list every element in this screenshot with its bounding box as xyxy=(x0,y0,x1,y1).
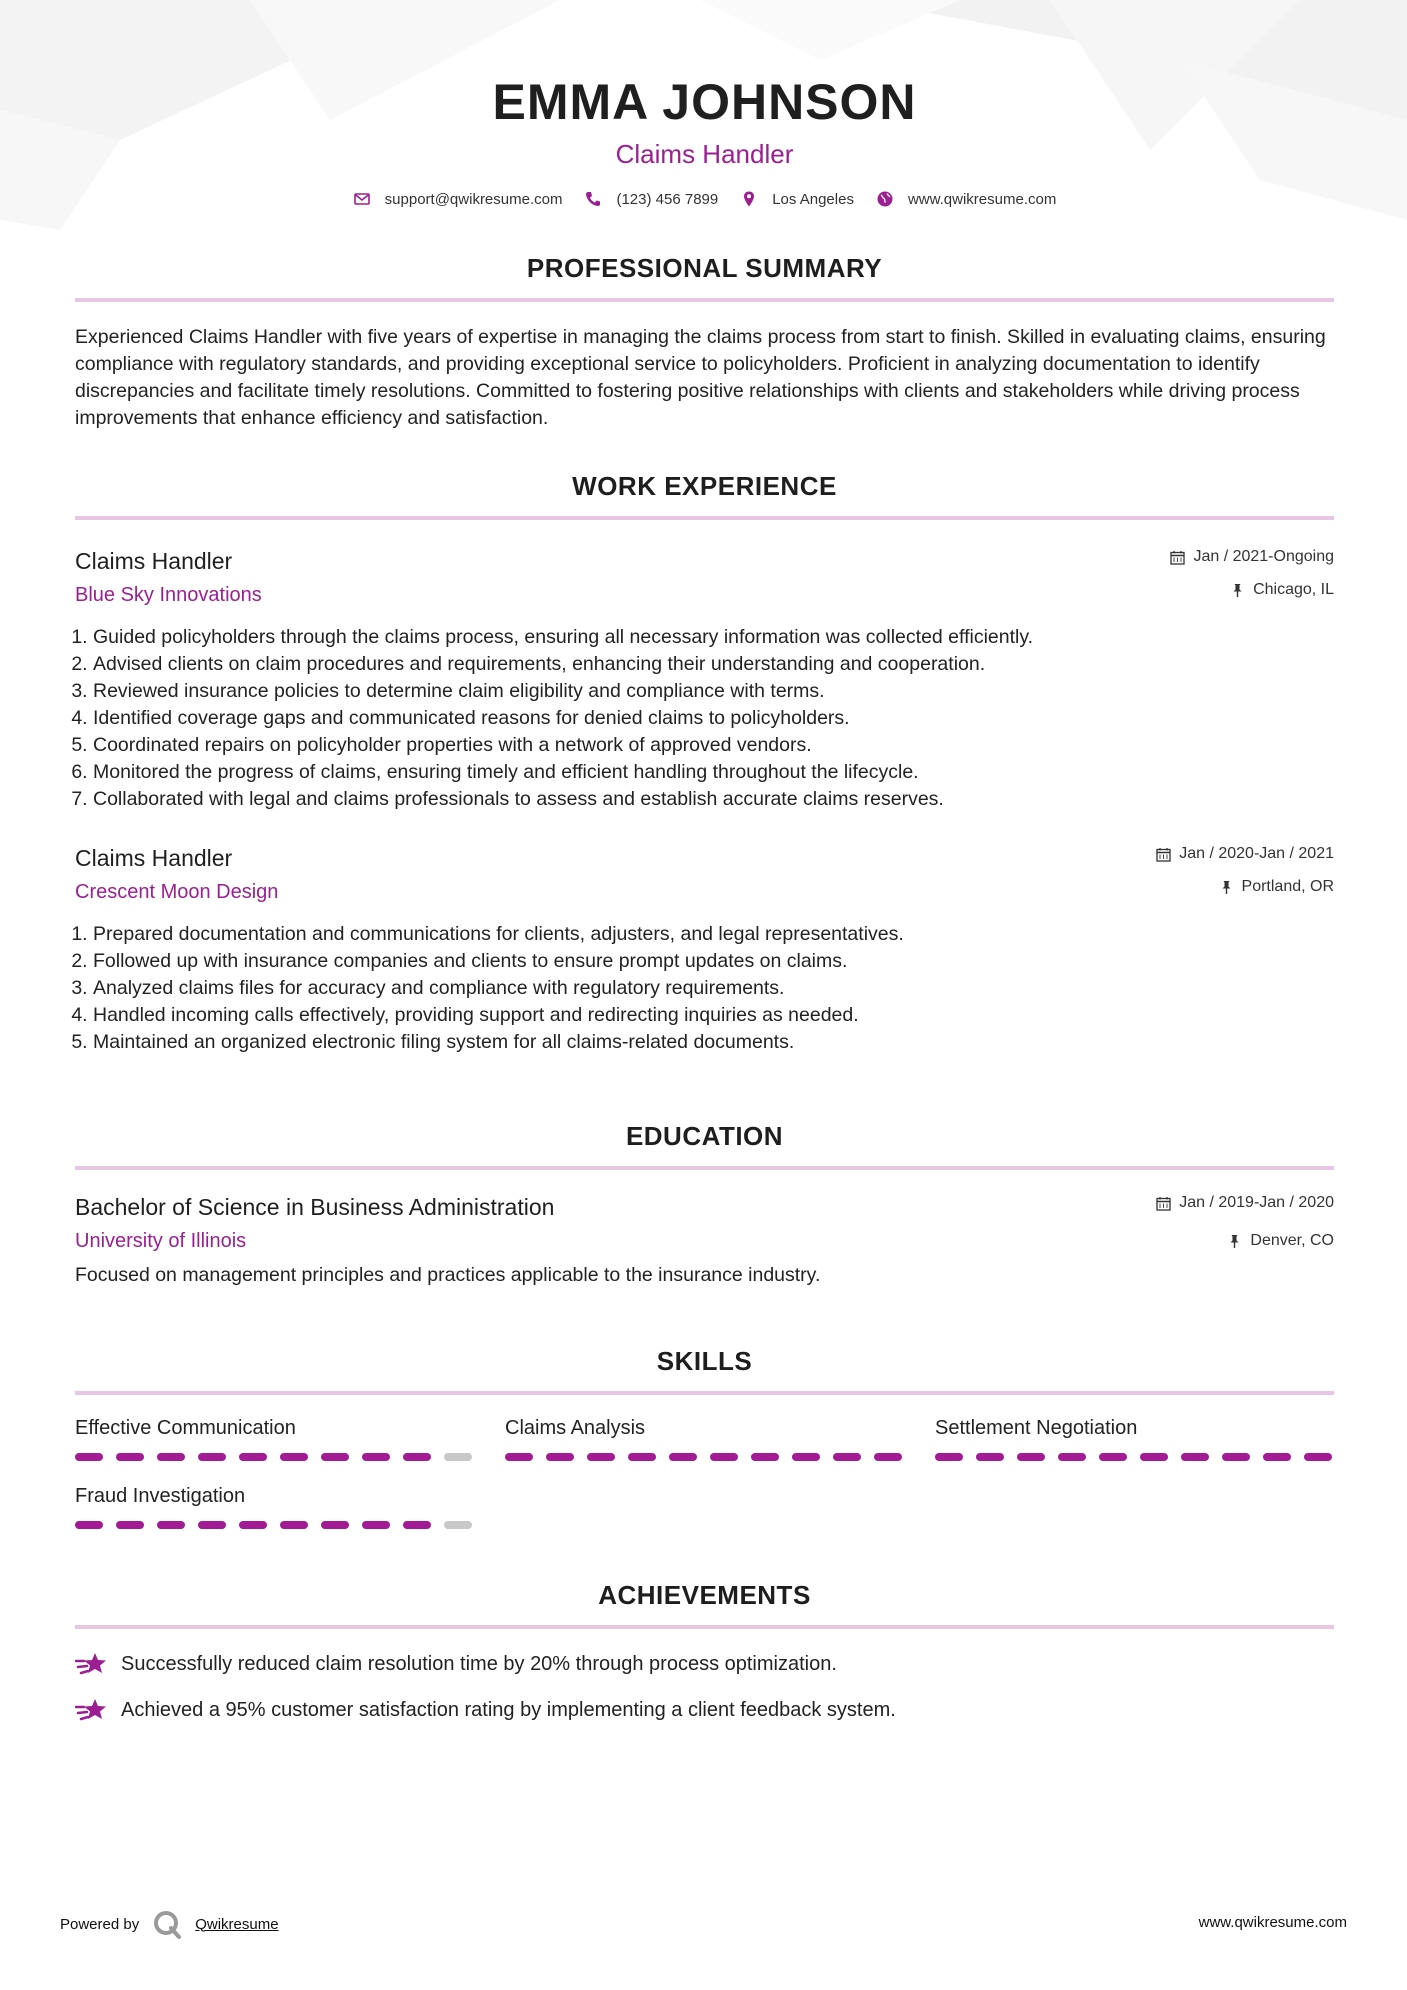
skill-segment-filled xyxy=(362,1453,390,1461)
powered-by xyxy=(60,1908,279,1940)
summary-text: Experienced Claims Handler with five years of expertise in managing the claims process from start to finish. Skilled in evaluating claims, ensuring compliance with regulatory standards, and providing exceptional service to policyholders. Proficient in analyzing documentation to identify discrepancies and facilitate timely resolutions. Committed to fostering positive relationships with clients and stakeholders while driving process improvements that enhance efficiency and satisfaction. xyxy=(75,326,1326,429)
experience-section xyxy=(75,470,1334,1056)
skill-level-bar xyxy=(75,1453,475,1461)
map-pin-icon xyxy=(740,190,758,208)
skill-segment-filled xyxy=(1181,1453,1209,1461)
education-description: Focused on management principles and practices applicable to the insurance industry. xyxy=(75,1264,821,1286)
duty-item: 1. Guided policyholders through the claims process, ensuring all necessary information was collected efficiently. xyxy=(93,624,1334,651)
summary-heading: PROFESSIONAL SUMMARY xyxy=(526,253,883,283)
summary-section xyxy=(75,252,1334,432)
skill-segment-filled xyxy=(116,1521,144,1529)
brand-link[interactable]: Qwikresume xyxy=(195,1915,279,1933)
skill-segment-filled xyxy=(1140,1453,1168,1461)
skill-segment-filled xyxy=(403,1453,431,1461)
contact-row xyxy=(75,190,1334,208)
duty-item: 2. Advised clients on claim procedures and requirements, enhancing their understanding and cooperation. xyxy=(93,651,1334,678)
envelope-icon xyxy=(353,190,371,208)
duty-item: 4. Identified coverage gaps and communicated reasons for denied claims to policyholders. xyxy=(93,705,1334,732)
duty-item: 7. Collaborated with legal and claims professionals to assess and establish accurate claims reserves. xyxy=(93,786,1334,813)
skill-name: Settlement Negotiation xyxy=(935,1417,1138,1439)
skill-segment-filled xyxy=(1058,1453,1086,1461)
job-entry xyxy=(75,843,1334,1056)
contact-location xyxy=(740,190,854,208)
job-heading-left xyxy=(75,843,278,905)
duty-item: 3. Analyzed claims files for accuracy and compliance with regulatory requirements. xyxy=(93,975,1334,1002)
skill-level-bar xyxy=(75,1521,475,1529)
skill-segment-filled xyxy=(403,1521,431,1529)
job-location-text: Portland, OR xyxy=(1241,878,1334,895)
section-divider xyxy=(75,1391,1334,1395)
education-meta xyxy=(1156,1192,1334,1252)
skill-level-bar xyxy=(505,1453,905,1461)
skill-segment-filled xyxy=(833,1453,861,1461)
job-header xyxy=(75,546,1334,608)
skill-item xyxy=(75,1415,475,1461)
skill-segment-filled xyxy=(1263,1453,1291,1461)
job-duties xyxy=(75,921,1334,1056)
skill-segment-filled xyxy=(198,1521,226,1529)
skill-segment-filled xyxy=(116,1453,144,1461)
skill-item xyxy=(505,1415,905,1461)
section-divider xyxy=(75,298,1334,302)
achievements-list xyxy=(75,1649,1334,1725)
resume-header xyxy=(75,0,1334,208)
skill-segment-filled xyxy=(157,1453,185,1461)
job-company: Crescent Moon Design xyxy=(75,881,279,903)
calendar-icon xyxy=(1156,847,1171,862)
achievement-text: Successfully reduced claim resolution time by 20% through process optimization. xyxy=(121,1653,837,1675)
email-text[interactable]: support@qwikresume.com xyxy=(384,190,563,208)
skill-name: Effective Communication xyxy=(75,1417,296,1439)
achievements-section xyxy=(75,1579,1334,1725)
job-heading-left xyxy=(75,546,262,608)
experience-heading: WORK EXPERIENCE xyxy=(572,471,837,501)
location-text: Los Angeles xyxy=(772,190,854,208)
job-title: Claims Handler xyxy=(75,548,233,574)
job-meta xyxy=(1156,843,1334,898)
contact-phone[interactable] xyxy=(584,190,718,208)
section-divider xyxy=(75,1166,1334,1170)
skill-segment-filled xyxy=(874,1453,902,1461)
skill-segment-empty xyxy=(444,1521,472,1529)
education-header xyxy=(75,1192,1334,1254)
skill-segment-filled xyxy=(1304,1453,1332,1461)
skill-segment-filled xyxy=(669,1453,697,1461)
education-location-text: Denver, CO xyxy=(1250,1232,1334,1249)
achievement-item xyxy=(75,1695,1334,1725)
resume-page xyxy=(75,0,1334,1741)
skill-segment-filled xyxy=(546,1453,574,1461)
skill-segment-filled xyxy=(362,1521,390,1529)
job-dates xyxy=(1170,546,1334,568)
skills-grid xyxy=(75,1415,1334,1529)
duty-item: 1. Prepared documentation and communications for clients, adjusters, and legal representatives. xyxy=(93,921,1334,948)
section-divider xyxy=(75,1625,1334,1629)
skill-segment-filled xyxy=(239,1521,267,1529)
job-location xyxy=(1170,579,1334,601)
skill-segment-filled xyxy=(792,1453,820,1461)
skill-segment-filled xyxy=(587,1453,615,1461)
achievement-text: Achieved a 95% customer satisfaction rating by implementing a client feedback system. xyxy=(121,1699,896,1721)
skill-segment-filled xyxy=(935,1453,963,1461)
contact-email[interactable] xyxy=(353,190,563,208)
skill-segment-filled xyxy=(1017,1453,1045,1461)
skill-segment-filled xyxy=(321,1521,349,1529)
achievements-heading: ACHIEVEMENTS xyxy=(598,1580,811,1610)
education-location xyxy=(1156,1230,1334,1252)
qwikresume-logo-icon xyxy=(151,1908,183,1940)
calendar-icon xyxy=(1170,550,1185,565)
education-section xyxy=(75,1120,1334,1289)
powered-by-label: Powered by xyxy=(60,1915,140,1933)
skills-section xyxy=(75,1345,1334,1529)
skill-segment-filled xyxy=(1099,1453,1127,1461)
phone-icon xyxy=(584,190,602,208)
skill-segment-filled xyxy=(75,1521,103,1529)
school-name: University of Illinois xyxy=(75,1230,247,1252)
skill-segment-filled xyxy=(198,1453,226,1461)
skill-name: Fraud Investigation xyxy=(75,1485,246,1507)
duty-item: 5. Maintained an organized electronic filing system for all claims-related documents. xyxy=(93,1029,1334,1056)
candidate-name: EMMA JOHNSON xyxy=(492,74,917,130)
skill-segment-filled xyxy=(280,1521,308,1529)
footer-url[interactable]: www.qwikresume.com xyxy=(1198,1914,1347,1931)
education-heading-left xyxy=(75,1192,554,1254)
skill-segment-filled xyxy=(751,1453,779,1461)
skill-segment-filled xyxy=(976,1453,1004,1461)
education-dates-text: Jan / 2019-Jan / 2020 xyxy=(1179,1194,1334,1211)
shooting-star-icon xyxy=(75,1649,109,1679)
education-heading: EDUCATION xyxy=(625,1121,784,1151)
skill-segment-empty xyxy=(444,1453,472,1461)
job-location-text: Chicago, IL xyxy=(1253,581,1334,598)
skill-item xyxy=(75,1483,475,1529)
duty-item: 2. Followed up with insurance companies and clients to ensure prompt updates on claims. xyxy=(93,948,1334,975)
skill-name: Claims Analysis xyxy=(505,1417,646,1439)
skill-segment-filled xyxy=(628,1453,656,1461)
skill-item xyxy=(935,1415,1335,1461)
page-footer xyxy=(0,1900,1407,1940)
job-company: Blue Sky Innovations xyxy=(75,584,262,606)
duty-item: 5. Coordinated repairs on policyholder properties with a network of approved vendors. xyxy=(93,732,1334,759)
skill-segment-filled xyxy=(280,1453,308,1461)
job-duties xyxy=(75,624,1334,813)
skill-level-bar xyxy=(935,1453,1335,1461)
job-meta xyxy=(1170,546,1334,601)
skill-segment-filled xyxy=(239,1453,267,1461)
job-dates-text: Jan / 2020-Jan / 2021 xyxy=(1179,845,1334,862)
education-dates xyxy=(1156,1192,1334,1214)
website-text[interactable]: www.qwikresume.com xyxy=(907,190,1057,208)
education-entry xyxy=(75,1192,1334,1289)
pushpin-icon xyxy=(1230,583,1245,598)
job-header xyxy=(75,843,1334,905)
job-dates xyxy=(1156,843,1334,865)
globe-icon xyxy=(876,190,894,208)
duty-item: 3. Reviewed insurance policies to determine claim eligibility and compliance with terms. xyxy=(93,678,1334,705)
degree-title: Bachelor of Science in Business Administration xyxy=(75,1194,555,1220)
pushpin-icon xyxy=(1227,1234,1242,1249)
skill-segment-filled xyxy=(505,1453,533,1461)
skill-segment-filled xyxy=(75,1453,103,1461)
job-location xyxy=(1156,876,1334,898)
section-divider xyxy=(75,516,1334,520)
contact-website[interactable] xyxy=(876,190,1056,208)
skill-segment-filled xyxy=(321,1453,349,1461)
job-dates-text: Jan / 2021-Ongoing xyxy=(1193,548,1334,565)
phone-text[interactable]: (123) 456 7899 xyxy=(616,190,719,208)
pushpin-icon xyxy=(1219,880,1234,895)
calendar-icon xyxy=(1156,1196,1171,1211)
duty-item: 4. Handled incoming calls effectively, providing support and redirecting inquiries as needed. xyxy=(93,1002,1334,1029)
skill-segment-filled xyxy=(157,1521,185,1529)
skill-segment-filled xyxy=(710,1453,738,1461)
shooting-star-icon xyxy=(75,1695,109,1725)
job-title: Claims Handler xyxy=(75,845,233,871)
candidate-title: Claims Handler xyxy=(615,139,794,169)
duty-item: 6. Monitored the progress of claims, ensuring timely and efficient handling throughout the lifecycle. xyxy=(93,759,1334,786)
skills-heading: SKILLS xyxy=(656,1346,753,1376)
job-entry xyxy=(75,546,1334,813)
skill-segment-filled xyxy=(1222,1453,1250,1461)
achievement-item xyxy=(75,1649,1334,1679)
